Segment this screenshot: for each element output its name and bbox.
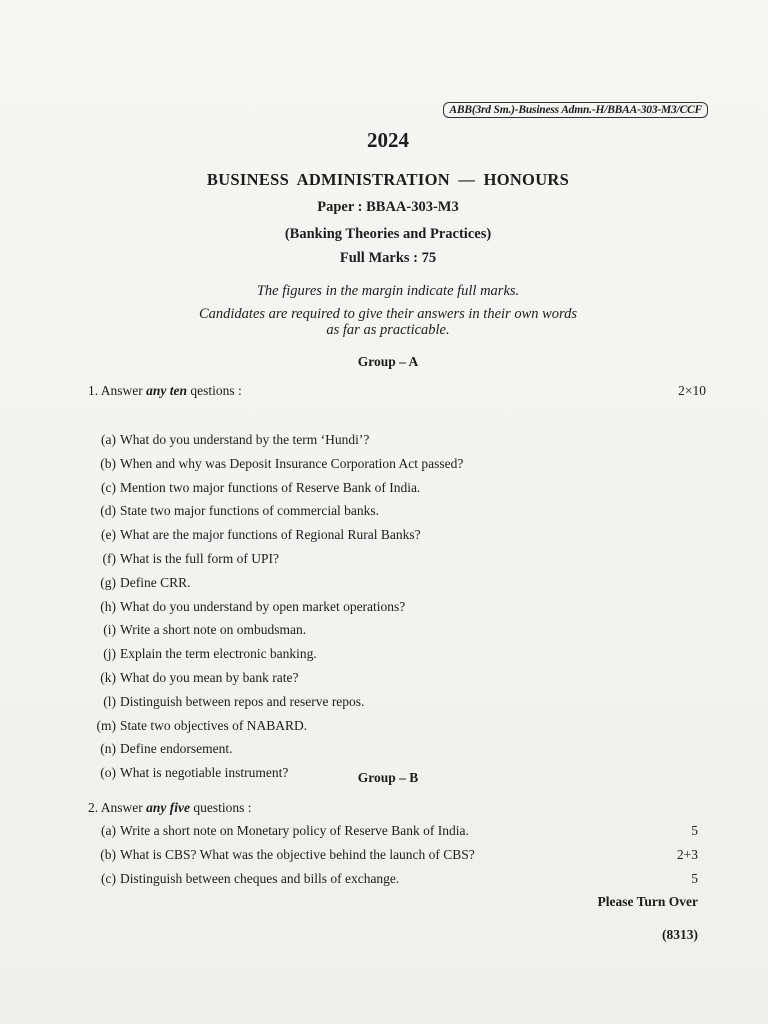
- list-item: [88, 871, 399, 887]
- please-turn-over: Please Turn Over: [597, 894, 698, 909]
- instruction-line-3: as far as practicable.: [326, 322, 450, 338]
- list-item: [88, 599, 405, 615]
- exam-year: 2024: [367, 128, 409, 152]
- item-label: (b): [100, 455, 116, 471]
- item-label: (j): [103, 646, 116, 662]
- item-text: What are the major functions of Regional Rural Banks?: [120, 527, 421, 543]
- item-label: (c): [101, 871, 116, 886]
- item-label: (d): [100, 503, 116, 519]
- group-b-heading: Group – B: [357, 770, 419, 785]
- item-label: (b): [100, 847, 116, 862]
- item-label: (k): [100, 670, 116, 685]
- question-number: 2.: [88, 800, 99, 815]
- item-label: (a): [101, 823, 116, 838]
- paper-title: (Banking Theories and Practices): [284, 226, 492, 242]
- item-text: Explain the term electronic banking.: [120, 646, 317, 662]
- item-text: Distinguish between cheques and bills of exchange.: [120, 871, 400, 886]
- question-1-stem: [88, 383, 242, 399]
- list-item: [88, 432, 369, 448]
- instruction-line-2: Candidates are required to give their answers in their own words: [198, 306, 578, 322]
- list-item: [88, 718, 307, 734]
- question-suffix: questions :: [193, 800, 252, 815]
- list-item: [88, 670, 298, 686]
- item-text: Mention two major functions of Reserve Bank of India.: [120, 479, 421, 495]
- list-item: [88, 456, 463, 472]
- item-label: (f): [102, 551, 116, 566]
- subject-title: BUSINESS ADMINISTRATION — HONOURS: [206, 170, 570, 189]
- question-prefix: Answer: [100, 383, 143, 398]
- item-label: (g): [100, 574, 116, 590]
- list-item: [88, 527, 421, 543]
- group-a-heading: Group – A: [357, 354, 419, 369]
- question-emphasis: any five: [146, 800, 190, 815]
- item-label: (l): [103, 693, 116, 709]
- list-item: [88, 646, 317, 662]
- list-item: [88, 480, 420, 496]
- item-label: (o): [100, 765, 116, 781]
- item-text: When and why was Deposit Insurance Corporation Act passed?: [120, 455, 464, 471]
- list-item: [88, 847, 475, 863]
- list-item: [88, 741, 232, 757]
- list-item: [88, 551, 279, 567]
- item-text: What is negotiable instrument?: [120, 765, 289, 781]
- paper-code-box: ABB(3rd Sm.)-Business Admn.-H/BBAA-303-M3/CCF: [443, 102, 708, 118]
- item-marks: 2+3: [676, 847, 698, 862]
- item-text: State two major functions of commercial banks.: [120, 503, 380, 519]
- paper-serial-code: (8313): [662, 927, 698, 942]
- item-marks: 5: [691, 871, 698, 886]
- list-item: [88, 503, 379, 519]
- item-text: State two objectives of NABARD.: [120, 717, 308, 733]
- item-label: (a): [101, 432, 116, 447]
- item-label: (c): [101, 479, 116, 495]
- item-label: (e): [101, 527, 116, 543]
- instruction-line-1: The figures in the margin indicate full marks.: [256, 283, 520, 299]
- paper-number: Paper : BBAA-303-M3: [317, 199, 459, 215]
- list-item: [88, 622, 306, 638]
- item-text: Distinguish between repos and reserve repos.: [120, 693, 365, 709]
- item-text: What do you understand by open market operations?: [120, 598, 406, 614]
- item-label: (i): [103, 622, 116, 638]
- item-text: What is the full form of UPI?: [120, 551, 279, 566]
- item-label: (m): [96, 717, 116, 733]
- item-label: (n): [100, 741, 116, 757]
- item-text: What do you mean by bank rate?: [120, 670, 299, 685]
- question-number: 1.: [88, 383, 99, 398]
- item-text: Write a short note on ombudsman.: [120, 622, 307, 638]
- item-text: Write a short note on Monetary policy of Reserve Bank of India.: [120, 823, 469, 838]
- list-item: [88, 694, 364, 710]
- item-text: What is CBS? What was the objective behind the launch of CBS?: [120, 847, 475, 862]
- item-label: (h): [100, 598, 116, 614]
- question-prefix: Answer: [100, 800, 143, 815]
- full-marks: Full Marks : 75: [339, 250, 437, 266]
- item-text: Define endorsement.: [120, 741, 233, 757]
- list-item: [88, 823, 469, 839]
- question-suffix: qestions :: [190, 383, 242, 398]
- list-item: [88, 575, 191, 591]
- question-2-stem: [88, 800, 252, 816]
- question-1-marks: 2×10: [678, 383, 706, 398]
- item-text: What do you understand by the term ‘Hundi’?: [120, 432, 370, 447]
- question-emphasis: any ten: [146, 383, 188, 398]
- item-marks: 5: [691, 823, 698, 838]
- item-text: Define CRR.: [120, 574, 191, 590]
